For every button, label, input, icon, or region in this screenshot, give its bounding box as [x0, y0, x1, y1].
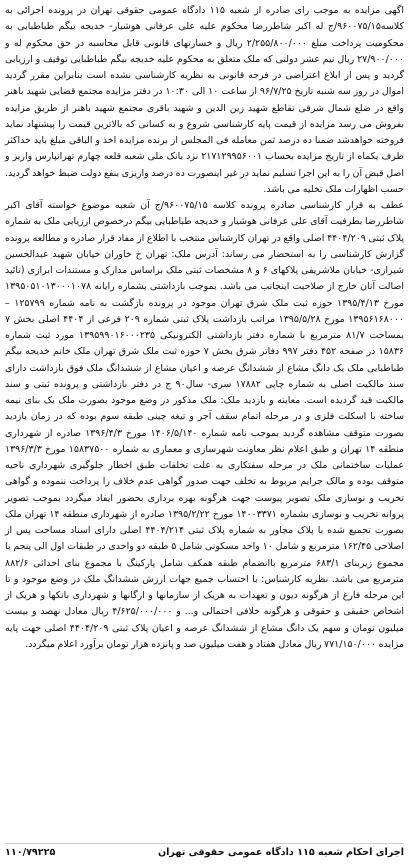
notice-code: ۱۱۰/۷۹۲۲۵ [5, 846, 56, 858]
notice-footer [5, 843, 404, 860]
notice-body [5, 3, 404, 653]
notice-paragraph-auction: اگهی مزایده به موجب رای صادره از شعبه ۱۱۵ دادگاه عمومی حقوقی تهران در پرونده اجرائی به کلاسه۹۶۰۰۷۵/۱۵/ج له اکبر شاطررضا محکوم علیه علی عرفانی هوشیار- خدیجه بیگم طباطبایی به محکومیت پرداخت مبلغ ۲/۲۵۵/۸۰۰/۰۰۰ ریال و خسارتهای قانونی قابل محاسبه در حق محکوم له و ۲۷/۹۰۰/۰۰۰ ریال نیم عشر دولتی که ملک متعلق به محکوم علیه خدیجه بیگم طباطبایی توقیف و ارزیابی گردید و پس از ابلاغ اعتراضی در فرجه قانونی به نظریه کارشناسی نشده است بنابراین مقرر گردید اموال در روز سه شنبه تاریخ ۹۶/۷/۲۵ از ساعت ۱۰ الی ۱۰:۳۰ در دفتر مزایده مجتمع قضایی شهید باهنر واقع در ضلع شمال شرقی تقاطع شهید زین الدین و شهید باقری مجتمع شهید باهنر از طریق مزایده بفروش می رسد مزایده از قیمت پایه کارشناسی شروع و به کسانی که بالاترین قیمت را پیشنهاد نماید فروخته خواهدشد ضمنا ده درصد ثمن معامله فی المجلس از برنده مزایده اخذ و الباقی مبلغ باید حداکثر ظرف یکماه از تاریخ مزایده بحساب ۲۱۷۱۲۹۹۵۶۰۰۱ نزد بانک ملی شعبه قلعه چهارم تهرانپارس واریز و اصل قبض آن را به این اجرا تسلیم نماید در غیر اینصورت ده درصد واریزی بنفع دولت ضبط خواهد گردید. حسب اظهارات ملک تخلیه می باشد. [5, 5, 405, 195]
notice-issuer: اجرای احکام شعبه ۱۱۵ دادگاه عمومی حقوقی تهران [157, 846, 404, 858]
notice-paragraph-expert-report: عطف به قرار کارشناسی صادره پرونده کلاسه ۹۶۰۰۷۵/۱۵/ج آن شعبه موضوع خواسته آقای اکبر شاطررضا بطرفیت آقای علی عرفانی هوشیار و خدیجه طباطبایی بیگم درخصوص ارزیابی ملک به شماره پلاک ثبتی ۴۴۰۴/۲۰۹ اصلی واقع در تهران کارشناس منتخب با اطلاع از مفاد قرار صادره و مطالعه پرونده گزارش کارشناسی را به استحضار می رساند: آدرس ملک: تهران خ خاوران خیابان شهید عبدالحسین شیرازی- خیابان ملاشریفی پلاکهای ۶ و ۸ مشخصات ثبتی ملک براساس مدارک و مستندات ابرازی (تائید اصالت آنان خارج از صلاحیت اینجانب می باشد. بموجب بازداشتی بشماره رایانه ۱۳۹۵۰۵۱۰۱۳۰۰۰۱۰۷۸ مورخ ۱۳۹۵/۴/۱۳ حوزه ثبت ملک شرق تهران موجود در پرونده بازگشت به نامه شماره ۱۲۵۷۹۹ – ۱۳۹۵۶۱۶۸۰۰۰ مورخ ۱۳۹۵/۵/۲۸ مراتب بازداشت پلاک ثبتی شماره ۲۰۹ فرعی از ۴۴۰۴ اصلی بخش ۷ بمساحت ۸۱/۷ مترمربع با شماره دفتر بازداشتی الکترونیکی ۱۳۹۵۹۹۰۱۶۰۰۰۲۳۵ مورد ثبت شماره ۱۵۸۳۶ در صفحه ۴۵۲ دفتر ۹۹۷ دفاتر شرق بخش ۷ حوزه ثبت ملک شرق تهران ملک خانم خدیجه بیگم طباطبایی ملک یک دانگ مشاع از ششدانگ عرصه و اعیان مشاع از ششدانگ ملک فوق بازداشت دارای سند مالکیت اصلی به شماره چاپی ۱۷۸۸۲ سری- سال۹۰ ج در دفتر بازداشتی و پرونده ثبتی و سند مالکیت قید گردیده است. معاینه و بازدید ملک: ملک مذکور در وضع موجود بصورت ملک یک بنای نیمه ساخته با اسکلت فلزی و در مرحله اتمام سقف آجر و تیغه چینی طبقه سوم بوده که در زمان بازدید بصورت متوقف مشاهده گردید بموجب نامه شماره ۱۴۰۶/۵/۱۴۰ مورخ ۱۳۹۶/۴/۳ صادره از شهرداری منطقه ۱۴ تهران و طبق اعلام نظر معاونت شهرسازی و معماری به شماره ۱۵۸۳۷۵۰۰ مورخ ۱۳۹۶/۳/۳ عملیات ساختمانی ملک در مرحله سفتکاری به علت تخلفات طبق اخطار جلوگیری شهرداری ناحیه متوقف بوده و مالک جرایم مربوط به تخلف جهت صدور گواهی عدم خلاف را پرداخت ننموده و گواهی تخریب و نوسازی ملک تصویر پیوست جهت هرگونه بهره برداری بحضور ایفاد میگردد بموجب تصویر پروانه تخریب و نوسازی بشماره ۱۴۰۰۳۳۷۱ مورخ ۱۳۹۵/۲/۲۲ صادره از شهرداری منطقه ۱۴ تهران ملک بصورت تجمیع شده با پلاک مجاور به شماره پلاک ثبتی ۴۴۰۴/۲۱۴ اصلی دارای اسناد مساحت پس از اصلاحی ۱۶۲/۴۵ مترمربع و شامل ۱۰ واحد مسکونی شامل ۵ طبقه دو واحدی در طبقات اول الی پنجم با مجموع زیربنای ۶۸۳/۱ مترمربع باانضمام طبقه همکف شامل پارکینگ با مجموع بنای احداثی ۸۸۲/۶ مترمربع می باشد. نظریه کارشناس: با احتساب جمیع جهات ارزش ششدانگ ملک در وضع موجود و تا این مرحله فارغ از هرگونه دیون و تعهدات به هریک از سازمانها و ارگانها و شهرداری بانکها و هریک از اشخاص حقیقی و حقوقی و هرگونه خلافی احتمالی و... و ۴/۶۲۵/۰۰۰/۰۰۰ ریال معادل نهصد و بیست میلیون تومان و سهم یک دانگ مشاع از ششدانگ عرصه و اعیان پلاک ثبتی ۴۴۰۴/۲۰۹ اصلی جهت پایه مزایده ۷۷۱/۱۵۰/۰۰۰ ریال معادل هفتاد و هفت میلیون صد و پانزده هزار تومان برآورد اعلام میگردد. [5, 200, 405, 650]
